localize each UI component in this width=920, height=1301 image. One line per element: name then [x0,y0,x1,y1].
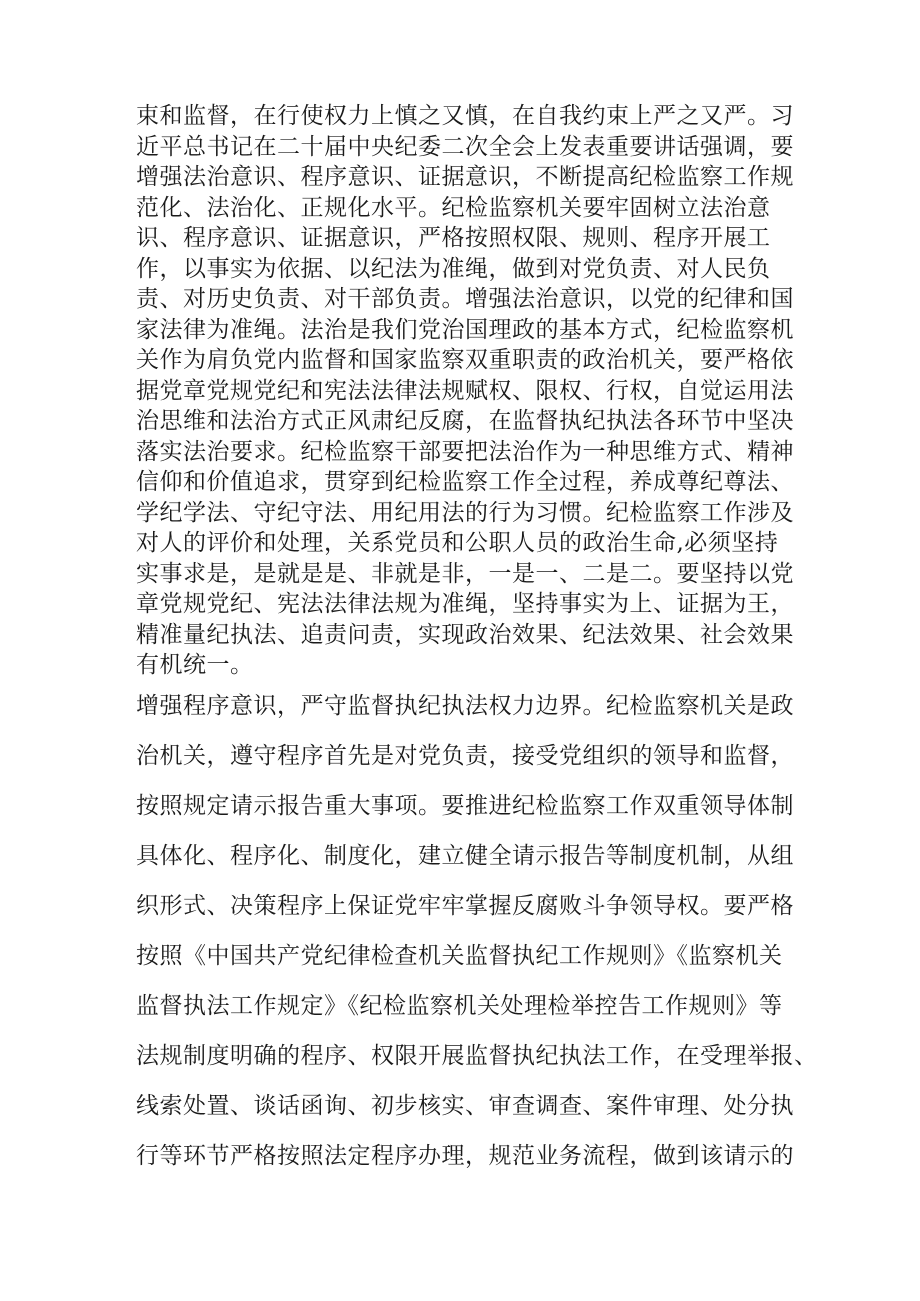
text-line: 范化、法治化、正规化水平。纪检监察机关要牢固树立法治意 [136,194,771,221]
text-line: 精准量纪执法、追责问责，实现政治效果、纪法效果、社会效果 [136,621,794,648]
text-line: 束和监督，在行使权力上慎之又慎，在自我约束上严之又严。习 [136,103,794,129]
text-line: 落实法治要求。纪检监察干部要把法治作为一种思维方式、精神 [136,438,794,465]
text-line: 实事求是，是就是是、非就是非，一是一、二是二。要坚持以党 [136,560,794,587]
text-line: 责、对历史负责、对干部负责。增强法治意识，以党的纪律和国 [136,286,794,312]
text-line: 监督执法工作规定》《纪检监察机关处理检举控告工作规则》等 [136,993,783,1019]
text-line: 对人的评价和处理，关系党员和公职人员的政治生命,必须坚持 [136,530,779,556]
text-line: 识、程序意识、证据意识，严格按照权限、规则、程序开展工 [136,225,771,251]
text-line: 有机统一。 [136,652,254,678]
text-line: 信仰和价值追求，贯穿到纪检监察工作全过程，养成尊纪尊法、 [136,469,794,495]
text-line: 关作为肩负党内监督和国家监察双重职责的政治机关，要严格依 [136,347,794,373]
text-line: 增强程序意识，严守监督执纪执法权力边界。纪检监察机关是政 [136,693,794,719]
text-line: 章党规党纪、宪法法律法规为准绳，坚持事实为上、证据为王， [136,591,794,617]
text-line: 按照规定请示报告重大事项。要推进纪检监察工作双重领导体制 [136,793,794,819]
text-line: 法规制度明确的程序、权限开展监督执纪执法工作，在受理举报、 [136,1043,818,1069]
text-line: 治机关，遵守程序首先是对党负责，接受党组织的领导和监督， [136,743,794,769]
text-line: 作，以事实为依据、以纪法为准绳，做到对党负责、对人民负 [136,255,771,282]
text-line: 织形式、决策程序上保证党牢牢掌握反腐败斗争领导权。要严格 [136,893,794,919]
text-line: 近平总书记在二十届中央纪委二次全会上发表重要讲话强调，要 [136,133,794,160]
text-line: 增强法治意识、程序意识、证据意识，不断提高纪检监察工作规 [136,164,794,190]
text-line: 按照《中国共产党纪律检查机关监督执纪工作规则》《监察机关 [136,943,783,969]
text-line: 线索处置、谈话函询、初步核实、审查调查、案件审理、处分执 [136,1093,794,1119]
text-line: 具体化、程序化、制度化，建立健全请示报告等制度机制，从组 [136,843,794,869]
text-line: 行等环节严格按照法定程序办理，规范业务流程，做到该请示的 [136,1143,794,1169]
text-line: 治思维和法治方式正风肃纪反腐，在监督执纪执法各环节中坚决 [136,408,794,434]
text-line: 据党章党规党纪和宪法法律法规赋权、限权、行权，自觉运用法 [136,377,794,404]
text-line: 家法律为准绳。法治是我们党治国理政的基本方式，纪检监察机 [136,316,794,343]
text-line: 学纪学法、守纪守法、用纪用法的行为习惯。纪检监察工作涉及 [136,499,794,526]
